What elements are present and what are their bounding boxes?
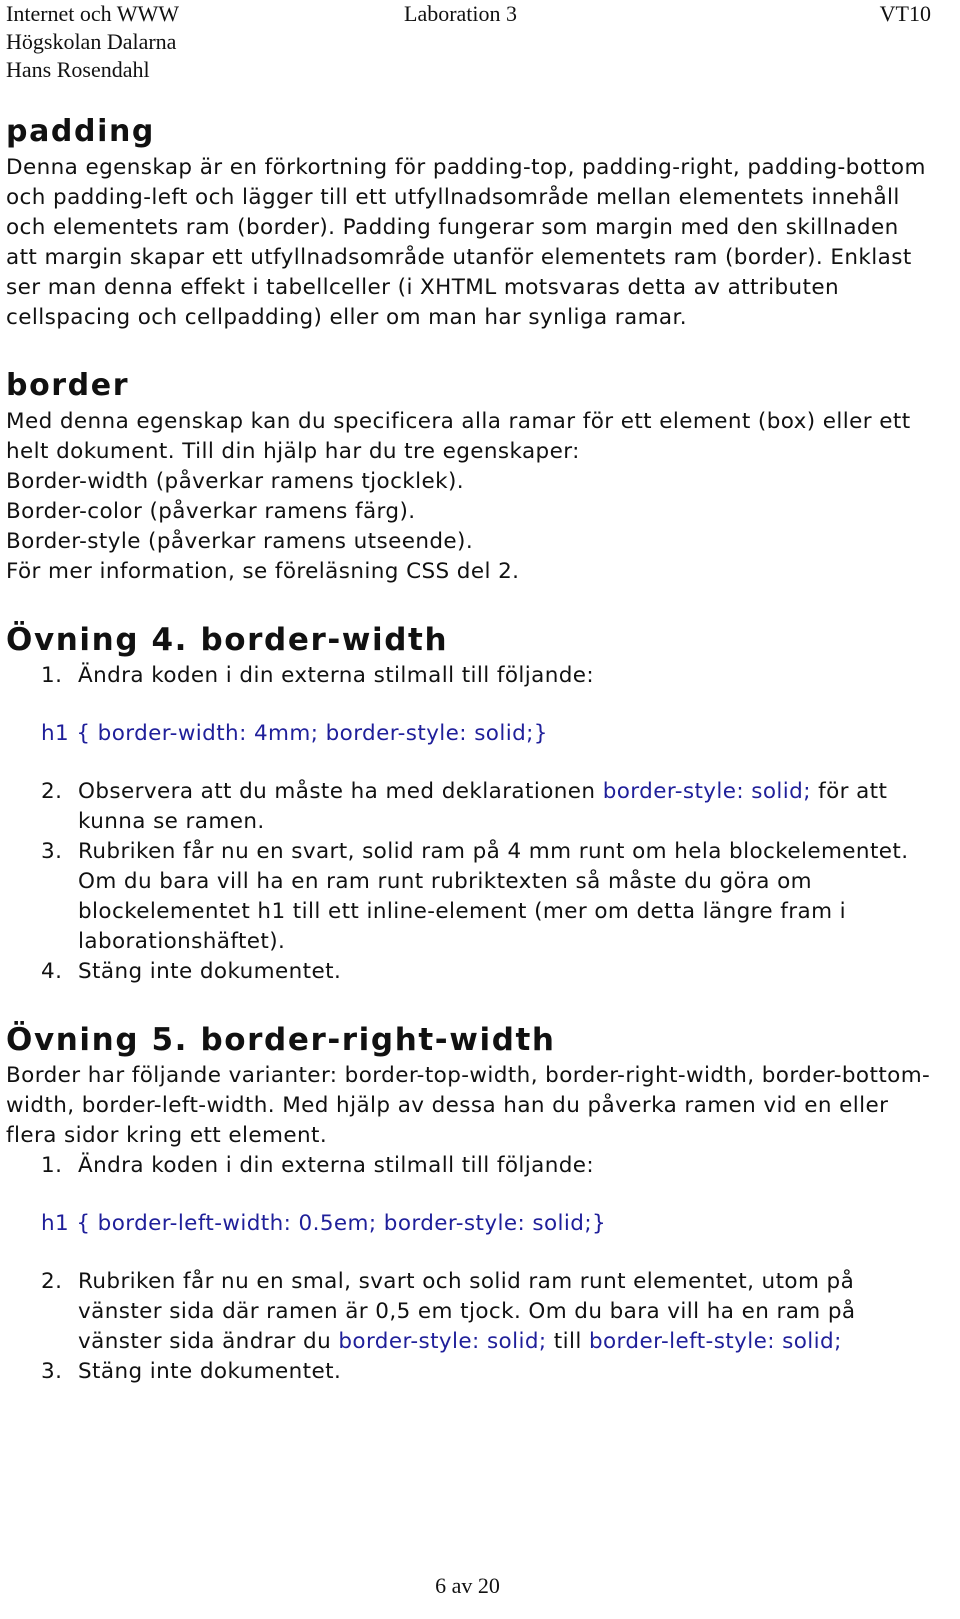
border-style-line: Border-style (påverkar ramens utseende). <box>6 529 474 554</box>
step-text: Ändra koden i din externa stilmall till följande: <box>78 663 595 688</box>
exercise-5-code: h1 { border-left-width: 0.5em; border-style: solid;} <box>41 1211 607 1236</box>
page-number: 6 av 20 <box>435 1573 500 1598</box>
step-text: Stäng inte dokumentet. <box>78 959 342 984</box>
exercise-5-step-1 <box>6 1151 936 1181</box>
exercise-5-step-2 <box>6 1267 936 1357</box>
inline-code: border-style: solid; <box>338 1329 547 1354</box>
exercise-5-steps-continued <box>6 1267 936 1387</box>
exercise-4-steps <box>6 661 936 691</box>
step-text: Rubriken får nu en svart, solid ram på 4 mm runt om hela blockelementet. Om du bara vill ha en ram runt rubriktexten så måste du göra om blockelementet h1 till ett inline-element (mer om detta längre fram i laborationshäftet). <box>78 839 909 954</box>
lab-title: Laboration 3 <box>404 1 518 26</box>
step-number: 1. <box>41 1153 63 1178</box>
step-number: 2. <box>41 1269 63 1294</box>
exercise-5-steps <box>6 1151 936 1181</box>
page-content <box>6 111 936 1387</box>
exercise-5-step-3 <box>6 1357 936 1387</box>
step-number: 2. <box>41 779 63 804</box>
step-number: 4. <box>41 959 63 984</box>
padding-description: Denna egenskap är en förkortning för padding-top, padding-right, padding-bottom och padding-left och lägger till ett utfyllnadsområde mellan elementets innehåll och elementets ram (border). Padding fungerar som margin med den skillnaden att margin skapar ett utfyllnadsområde utanför elementets ram (border). Enklast ser man denna effekt i tabellceller (i XHTML motsvaras detta av attributen cellspacing och cellpadding) eller om man har synliga ramar. <box>6 155 926 330</box>
exercise-4-steps-continued <box>6 777 936 987</box>
exercise-4-step-2 <box>6 777 936 837</box>
exercise-4-step-1 <box>6 661 936 691</box>
term-label: VT10 <box>879 1 931 26</box>
step-text: Ändra koden i din externa stilmall till följande: <box>78 1153 595 1178</box>
border-heading: border <box>6 368 130 403</box>
page-header <box>6 0 931 84</box>
exercise-4-heading: Övning 4. border-width <box>6 622 449 658</box>
step-text: Rubriken får nu en smal, svart och solid ram runt elementet, utom på vänster sida där ramen är 0,5 em tjock. Om du bara vill ha en ram på vänster sida ändrar du <box>78 1269 856 1354</box>
exercise-5-heading: Övning 5. border-right-width <box>6 1022 556 1058</box>
step-number: 3. <box>41 839 63 864</box>
border-intro: Med denna egenskap kan du specificera alla ramar för ett element (box) eller ett helt dokument. Till din hjälp har du tre egenskaper: <box>6 409 911 464</box>
step-text: till <box>546 1329 589 1354</box>
padding-heading: padding <box>6 114 155 149</box>
step-text: för att kunna se ramen. <box>78 779 888 834</box>
step-number: 3. <box>41 1359 63 1384</box>
step-text: Observera att du måste ha med deklarationen <box>78 779 603 804</box>
exercise-4-step-3 <box>6 837 936 957</box>
exercise-5-intro: Border har följande varianter: border-top-width, border-right-width, border-bottom-width, border-left-width. Med hjälp av dessa han du påverka ramen vid en eller flera sidor kring ett element. <box>6 1063 931 1148</box>
inline-code: border-left-style: solid; <box>588 1329 842 1354</box>
border-color-line: Border-color (påverkar ramens färg). <box>6 499 416 524</box>
inline-code: border-style: solid; <box>602 779 811 804</box>
exercise-4-code: h1 { border-width: 4mm; border-style: solid;} <box>41 721 548 746</box>
border-width-line: Border-width (påverkar ramens tjocklek). <box>6 469 465 494</box>
more-info-line: För mer information, se föreläsning CSS del 2. <box>6 559 520 584</box>
step-number: 1. <box>41 663 63 688</box>
author-name: Hans Rosendahl <box>6 57 150 82</box>
step-text: Stäng inte dokumentet. <box>78 1359 342 1384</box>
school-name: Högskolan Dalarna <box>6 29 177 54</box>
exercise-4-step-4 <box>6 957 936 987</box>
course-name: Internet och WWW <box>6 1 180 26</box>
